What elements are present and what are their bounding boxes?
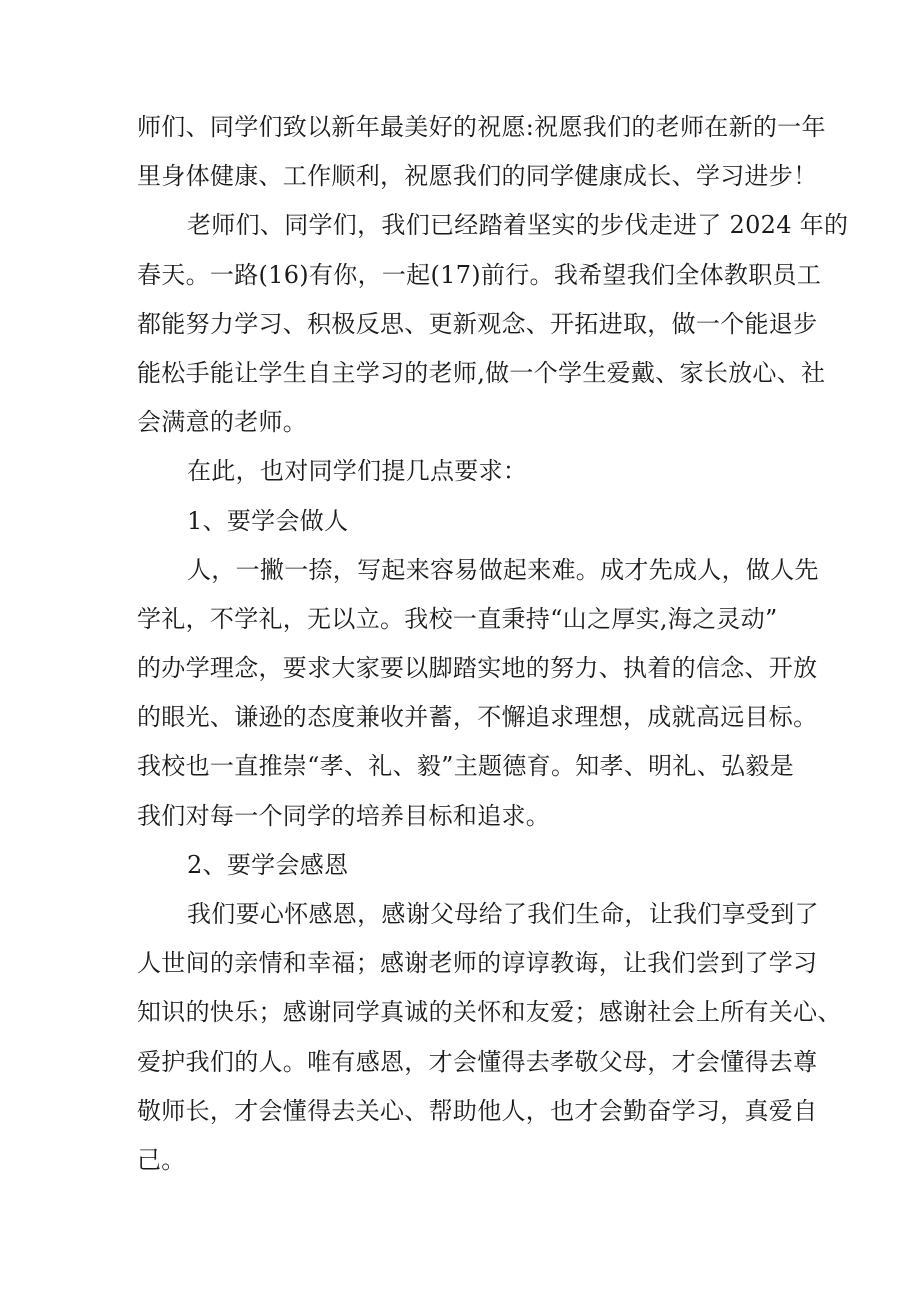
text-line: 都能努力学习、积极反思、更新观念、开拓进取，做一个能退步 bbox=[137, 309, 818, 338]
section-heading: 1、要学会做人 bbox=[187, 506, 349, 535]
text-line: 我们对每一个同学的培养目标和追求。 bbox=[137, 801, 551, 830]
text-line: 敬师长，才会懂得去关心、帮助他人，也才会勤奋学习，真爱自 bbox=[137, 1096, 818, 1125]
text-line: 会满意的老师。 bbox=[137, 408, 308, 437]
text-line: 我校也一直推崇“孝、礼、毅”主题德育。知孝、明礼、弘毅是 bbox=[137, 752, 794, 781]
text-line: 知识的快乐；感谢同学真诚的关怀和友爱；感谢社会上所有关心、 bbox=[137, 998, 842, 1027]
text-line: 学礼，不学礼，无以立。我校一直秉持“山之厚实,海之灵动” bbox=[137, 604, 778, 633]
paragraph-start-line: 我们要心怀感恩，感谢父母给了我们生命，让我们享受到了 bbox=[187, 900, 819, 928]
text-line: 爱护我们的人。唯有感恩，才会懂得去孝敬父母，才会懂得去尊 bbox=[137, 1047, 818, 1076]
text-line: 己。 bbox=[137, 1145, 186, 1174]
text-line: 里身体健康、工作顺利，祝愿我们的同学健康成长、学习进步！ bbox=[137, 162, 818, 191]
text-line: 师们、同学们致以新年最美好的祝愿:祝愿我们的老师在新的一年 bbox=[137, 113, 826, 141]
text-line: 的办学理念，要求大家要以脚踏实地的努力、执着的信念、开放 bbox=[137, 654, 818, 683]
section-heading: 2、要学会感恩 bbox=[187, 850, 349, 879]
text-line: 能松手能让学生自主学习的老师,做一个学生爱戴、家长放心、社 bbox=[137, 358, 826, 387]
paragraph-start-line: 人，一撇一捺，写起来容易做起来难。成才先成人，做人先 bbox=[187, 555, 819, 584]
text-line: 春天。一路(16)有你，一起(17)前行。我希望我们全体教职员工 bbox=[137, 260, 822, 289]
paragraph-start-line: 在此，也对同学们提几点要求： bbox=[187, 457, 528, 486]
paragraph-start-line: 老师们、同学们，我们已经踏着坚实的步伐走进了 2024 年的 bbox=[187, 211, 849, 240]
text-line: 人世间的亲情和幸福；感谢老师的谆谆教诲，让我们尝到了学习 bbox=[137, 949, 818, 978]
text-line: 的眼光、谦逊的态度兼收并蓄，不懈追求理想，成就高远目标。 bbox=[137, 703, 818, 732]
document-body bbox=[137, 103, 849, 1185]
